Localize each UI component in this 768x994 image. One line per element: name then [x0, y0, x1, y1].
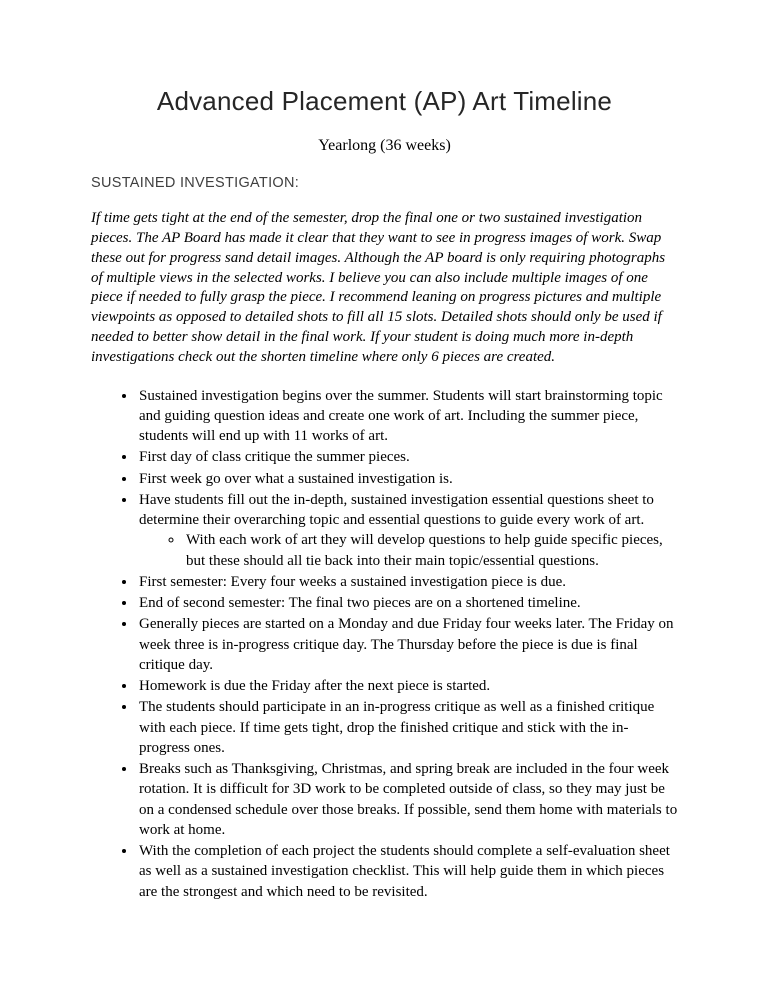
list-item — [137, 841, 678, 902]
list-item-text: With the completion of each project the students should complete a self-evaluation sheet as well as a sustained investigation checklist. This will help guide them in which pieces are the strongest and which need to be revisited. — [139, 843, 670, 900]
list-item-text: First semester: Every four weeks a sustained investigation piece is due. — [139, 573, 566, 590]
list-item-text: Generally pieces are started on a Monday and due Friday four weeks later. The Friday on week three is in-progress critique day. The Thursday before the piece is due is final critique day. — [139, 616, 674, 673]
list-item — [137, 469, 678, 489]
list-item — [137, 386, 678, 447]
list-item-text: End of second semester: The final two pieces are on a shortened timeline. — [139, 595, 581, 611]
list-item — [137, 759, 678, 840]
sub-list-item-text: With each work of art they will develop questions to help guide specific pieces, but these should all tie back into their main topic/essential questions. — [186, 532, 663, 569]
list-item — [137, 676, 678, 696]
document-title: Advanced Placement (AP) Art Timeline — [156, 86, 613, 116]
list-item — [137, 572, 678, 592]
list-item-text: Sustained investigation begins over the summer. Students will start brainstorming topic and guiding question ideas and create one work of art. Including the summer piece, students will end up with 11 works of art. — [139, 387, 663, 444]
bullet-list — [91, 386, 678, 902]
list-item-text: First week go over what a sustained investigation is. — [139, 470, 453, 487]
document-subtitle: Yearlong (36 weeks) — [318, 136, 451, 154]
sub-bullet-list — [139, 530, 678, 571]
list-item — [137, 447, 678, 467]
list-item-text: Breaks such as Thanksgiving, Christmas, and spring break are included in the four week rotation. It is difficult for 3D work to be completed outside of class, so they may just be on a condensed schedule over those breaks. If possible, send them home with materials to work at home. — [139, 761, 678, 838]
intro-paragraph: If time gets tight at the end of the semester, drop the final one or two sustained investigation pieces. The AP Board has made it clear that they want to see in progress images of work. Swap these out for progress sand detail images. Although the AP board is only requiring photographs of multiple views in the selected works. I believe you can also include multiple images of one piece if needed to fully grasp the piece. I recommend leaning on progress pictures and multiple viewpoints as opposed to detailed shots to fill all 15 slots. Detailed shots should only be used if needed to better show detail in the final work. If your student is doing much more in-depth investigations check out the shorten timeline where only 6 pieces are created. — [91, 210, 666, 365]
section-heading-sustained-investigation: SUSTAINED INVESTIGATION: — [91, 174, 300, 191]
list-item — [137, 490, 678, 571]
list-item-text: Homework is due the Friday after the next piece is started. — [139, 678, 491, 694]
sub-list-item — [184, 530, 678, 571]
list-item-text: Have students fill out the in-depth, sustained investigation essential questions sheet to determine their overarching topic and essential questions to guide every work of art. — [139, 491, 654, 528]
list-item-text: The students should participate in an in-progress critique as well as a finished critique with each piece. If time gets tight, drop the finished critique and stick with the in-progress ones. — [139, 699, 655, 756]
list-item — [137, 697, 678, 758]
list-item — [137, 614, 678, 675]
list-item-text: First day of class critique the summer pieces. — [139, 449, 410, 466]
list-item — [137, 593, 678, 613]
